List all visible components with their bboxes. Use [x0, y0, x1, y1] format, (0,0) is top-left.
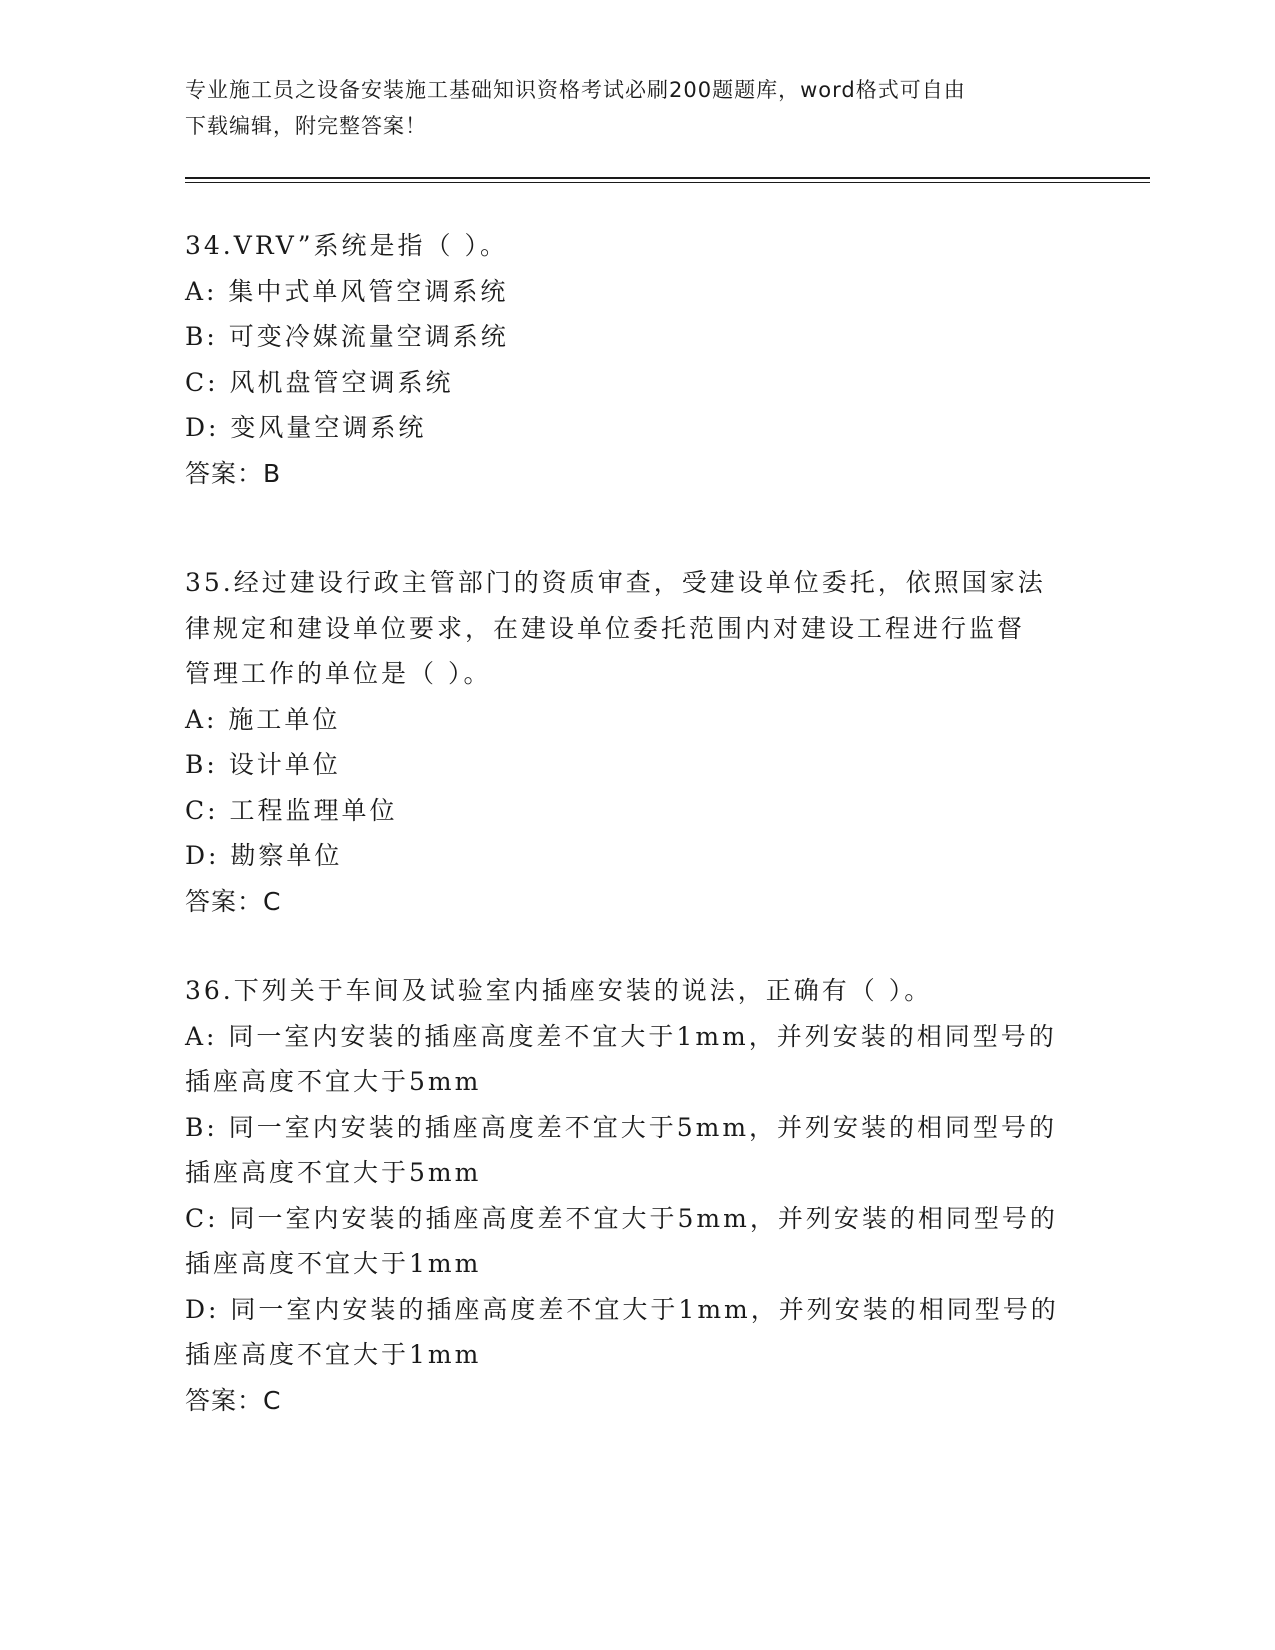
option-b-line-2: 插座高度不宜大于5mm — [185, 1158, 482, 1187]
question-stem: 36.下列关于车间及试验室内插座安装的说法，正确有（ ）。 — [185, 976, 933, 1005]
question-stem: 34.VRV”系统是指（ ）。 — [185, 231, 508, 260]
question-35 — [185, 560, 1075, 924]
header-line-2: 下载编辑，附完整答案！ — [185, 114, 427, 138]
document-header — [185, 72, 1065, 144]
header-divider-thick — [185, 177, 1150, 179]
option-b-line-1: B: 同一室内安装的插座高度差不宜大于5mm，并列安装的相同型号的 — [185, 1112, 1058, 1142]
option-a: A: 集中式单风管空调系统 — [185, 276, 509, 306]
option-c-line-1: C: 同一室内安装的插座高度差不宜大于5mm，并列安装的相同型号的 — [185, 1203, 1058, 1233]
question-stem-line-2: 律规定和建设单位要求，在建设单位委托范围内对建设工程进行监督 — [185, 613, 1026, 643]
question-36 — [185, 968, 1075, 1423]
answer: 答案：C — [185, 1385, 282, 1415]
option-d-line-1: D: 同一室内安装的插座高度差不宜大于1mm，并列安装的相同型号的 — [185, 1294, 1059, 1324]
option-a: A: 施工单位 — [185, 704, 341, 734]
option-a-line-1: A: 同一室内安装的插座高度差不宜大于1mm，并列安装的相同型号的 — [185, 1021, 1057, 1051]
option-c-line-2: 插座高度不宜大于1mm — [185, 1249, 482, 1278]
option-b: B: 可变冷媒流量空调系统 — [185, 322, 509, 351]
question-34 — [185, 223, 1075, 496]
option-c: C: 工程监理单位 — [185, 795, 398, 825]
question-stem-line-1: 35.经过建设行政主管部门的资质审查，受建设单位委托，依照国家法 — [185, 568, 1046, 597]
answer: 答案：B — [185, 458, 282, 488]
header-divider-thin — [185, 182, 1150, 183]
header-line-1: 专业施工员之设备安装施工基础知识资格考试必刷200题题库，word格式可自由 — [185, 78, 966, 102]
option-b: B: 设计单位 — [185, 750, 341, 779]
option-d: D: 变风量空调系统 — [185, 413, 427, 442]
option-d: D: 勘察单位 — [185, 841, 343, 870]
question-stem-line-3: 管理工作的单位是（ ）。 — [185, 659, 492, 688]
option-c: C: 风机盘管空调系统 — [185, 367, 454, 397]
option-a-line-2: 插座高度不宜大于5mm — [185, 1067, 482, 1096]
option-d-line-2: 插座高度不宜大于1mm — [185, 1340, 482, 1369]
answer: 答案：C — [185, 886, 282, 916]
